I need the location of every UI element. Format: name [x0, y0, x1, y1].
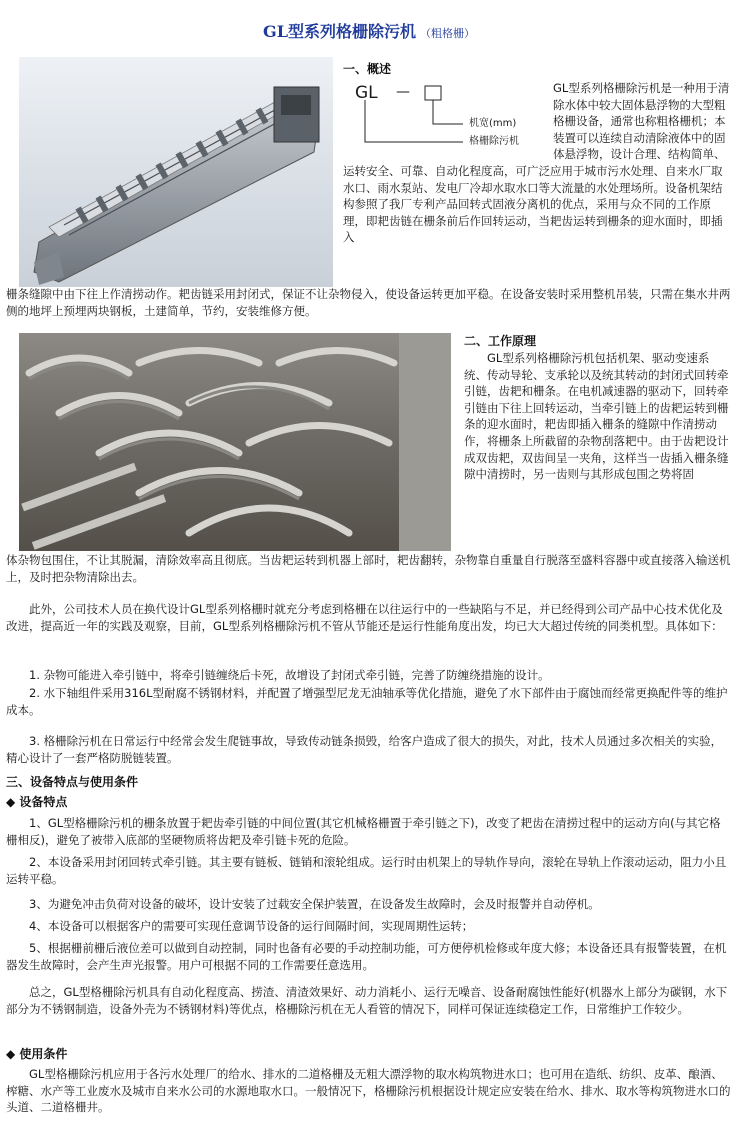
improvement-item: 3. 格栅除污机在日常运行中经常会发生爬链事故，导致传动链条损毁，给客户造成了很大的损失，对此，技术人员通过多次相关的实验，精心设计了一套严格防脱链装置。	[6, 734, 723, 765]
model-label-width: 机宽(mm)	[469, 118, 517, 129]
feature-summary: 总之，GL型格栅除污机具有自动化程度高、捞渣、清渣效果好、动力消耗小、运行无噪音、设备耐腐蚀性能好(机器水上部分为碳钢，水下部分为不锈钢制造，设备外壳为不锈钢材料)等优点，格栅除污机在无人看管的情况下，同样可保证连续稳定工作，日常维护工作较少。	[6, 985, 728, 1016]
section2-paragraph: GL型系列格栅除污机包括机架、驱动变速系统、传动导轮、支承轮以及统其转动的封闭式回转牵引链，齿耙和栅条。在电机减速器的驱动下，回转牵引链由下往上回转运动，当牵引链上的齿耙运转到栅条的迎水面时，耙齿即插入栅条的缝隙中作清捞动作，将栅条上所截留的杂物刮落耙中。由于齿耙设计成双齿耙，双齿间呈一夹角，这样当一齿插入栅条缝隙中清捞时，另一齿则与其形成包围之势将固	[464, 351, 729, 482]
section2-paragraph-2: 此外，公司技术人员在换代设计GL型系列格栅时就充分考虑到格栅在以往运行中的一些缺陷与不足，并已经得到公司产品中心技术优化及改进，提高近一年的实践及观察，目前，GL型系列格栅除污机不管从节能还是运行性能角度出发，均已大大超过传统的同类机型。具体如下：	[6, 602, 723, 633]
page-title	[0, 22, 738, 44]
diagram-spacer	[343, 80, 553, 158]
model-label-name: 格栅除污机	[469, 136, 519, 147]
model-dash: —	[396, 84, 410, 100]
improvement-item: 1. 杂物可能进入牵引链中，将牵引链缠绕后卡死，故增设了封闭式牵引链，完善了防缠绕措施的设计。	[29, 668, 550, 682]
feature-item: 4、本设备可以根据客户的需要可实现任意调节设备的运行间隔时间，实现周期性运转；	[29, 919, 474, 933]
feature-item: 2、本设备采用封闭回转式牵引链。其主要有链板、链销和滚轮组成。运行时由机架上的导轨作导向，滚轮在导轨上作滚动运动，阻力小且运转平稳。	[6, 855, 727, 886]
feature-item: 1、GL型格栅除污机的栅条放置于耙齿牵引链的中间位置(其它机械格栅置于牵引链之下)，改变了耙齿在清捞过程中的运动方向(与其它格栅相反)，避免了被带入底部的坚硬物质将齿耙及牵引链卡死的危险。	[6, 816, 721, 847]
section3-heading: 三、设备特点与使用条件	[6, 775, 139, 789]
model-prefix: GL	[355, 83, 378, 103]
product-photo-machine	[19, 57, 333, 287]
feature-item: 5、根据栅前栅后液位差可以做到自动控制，同时也备有必要的手动控制功能，可方便停机检修或年度大修；本设备还具有报警装置，在机器发生故障时，会产生声光报警。用户可根据不同的工作需要任意选用。	[6, 941, 727, 972]
usage-subheading: ◆ 使用条件	[6, 1047, 68, 1061]
features-subheading: ◆ 设备特点	[6, 795, 68, 809]
title-sub: （粗格栅）	[419, 27, 475, 40]
product-photo-rake-teeth	[19, 333, 451, 551]
feature-item: 3、为避免冲击负荷对设备的破坏，设计安装了过载安全保护装置，在设备发生故障时，会及时报警并自动停机。	[29, 897, 600, 911]
title-main: GL型系列格栅除污机	[263, 22, 416, 41]
section2-paragraph-cont: 体杂物包围住，不让其脱漏，清除效率高且彻底。当齿耙运转到机器上部时，耙齿翻转，杂物靠自重量自行脱落至盛料容器中或直接落入输送机上，及时把杂物清除出去。	[6, 553, 731, 584]
usage-paragraph: GL型格栅除污机应用于各污水处理厂的给水、排水的二道格栅及无粗大漂浮物的取水构筑物进水口；也可用在造纸、纺织、皮革、酿酒、榨糖、水产等工业废水及城市自来水公司的水源地取水口。一般情况下，格栅除污机根据设计规定应安装在给水、排水、取水等构筑物进水口的头道、二道格栅井。	[6, 1067, 731, 1115]
section1-paragraph-cont: 栅条缝隙中由下往上作清捞动作。耙齿链采用封闭式，保证不让杂物侵入，使设备运转更加平稳。在设备安装时采用整机吊装，只需在集水井两侧的地坪上预埋两块钢板，土建简单，节约，安装维修方便。	[6, 287, 731, 318]
section2-heading: 二、工作原理	[464, 334, 537, 348]
improvement-item: 2. 水下轴组件采用316L型耐腐不锈钢材料，并配置了增强型尼龙无油轴承等优化措施，避免了水下部件由于腐蚀而经常更换配件等的维护成本。	[6, 686, 728, 717]
section1-paragraph: GL型系列格栅除污机是一种用于清除水体中较大固体悬浮物的大型粗格栅设备，通常也称粗格栅机；本装置可以连续自动清除液体中的固体悬浮物，设计合理、结构简单、运转安全、可靠、自动化程度高，可广泛应用于城市污水处理、自来水厂取水口、雨水泵站、发电厂冷却水取水口等大流量的水处理场所。设备机架结构参照了我厂专利产品回转式固液分离机的优点，采用与众不同的工作原理，即耙齿链在栅条前后作回转运动，当耙齿运转到栅条的迎水面时，即插入	[343, 81, 730, 245]
section1-heading: 一、概述	[343, 62, 392, 76]
